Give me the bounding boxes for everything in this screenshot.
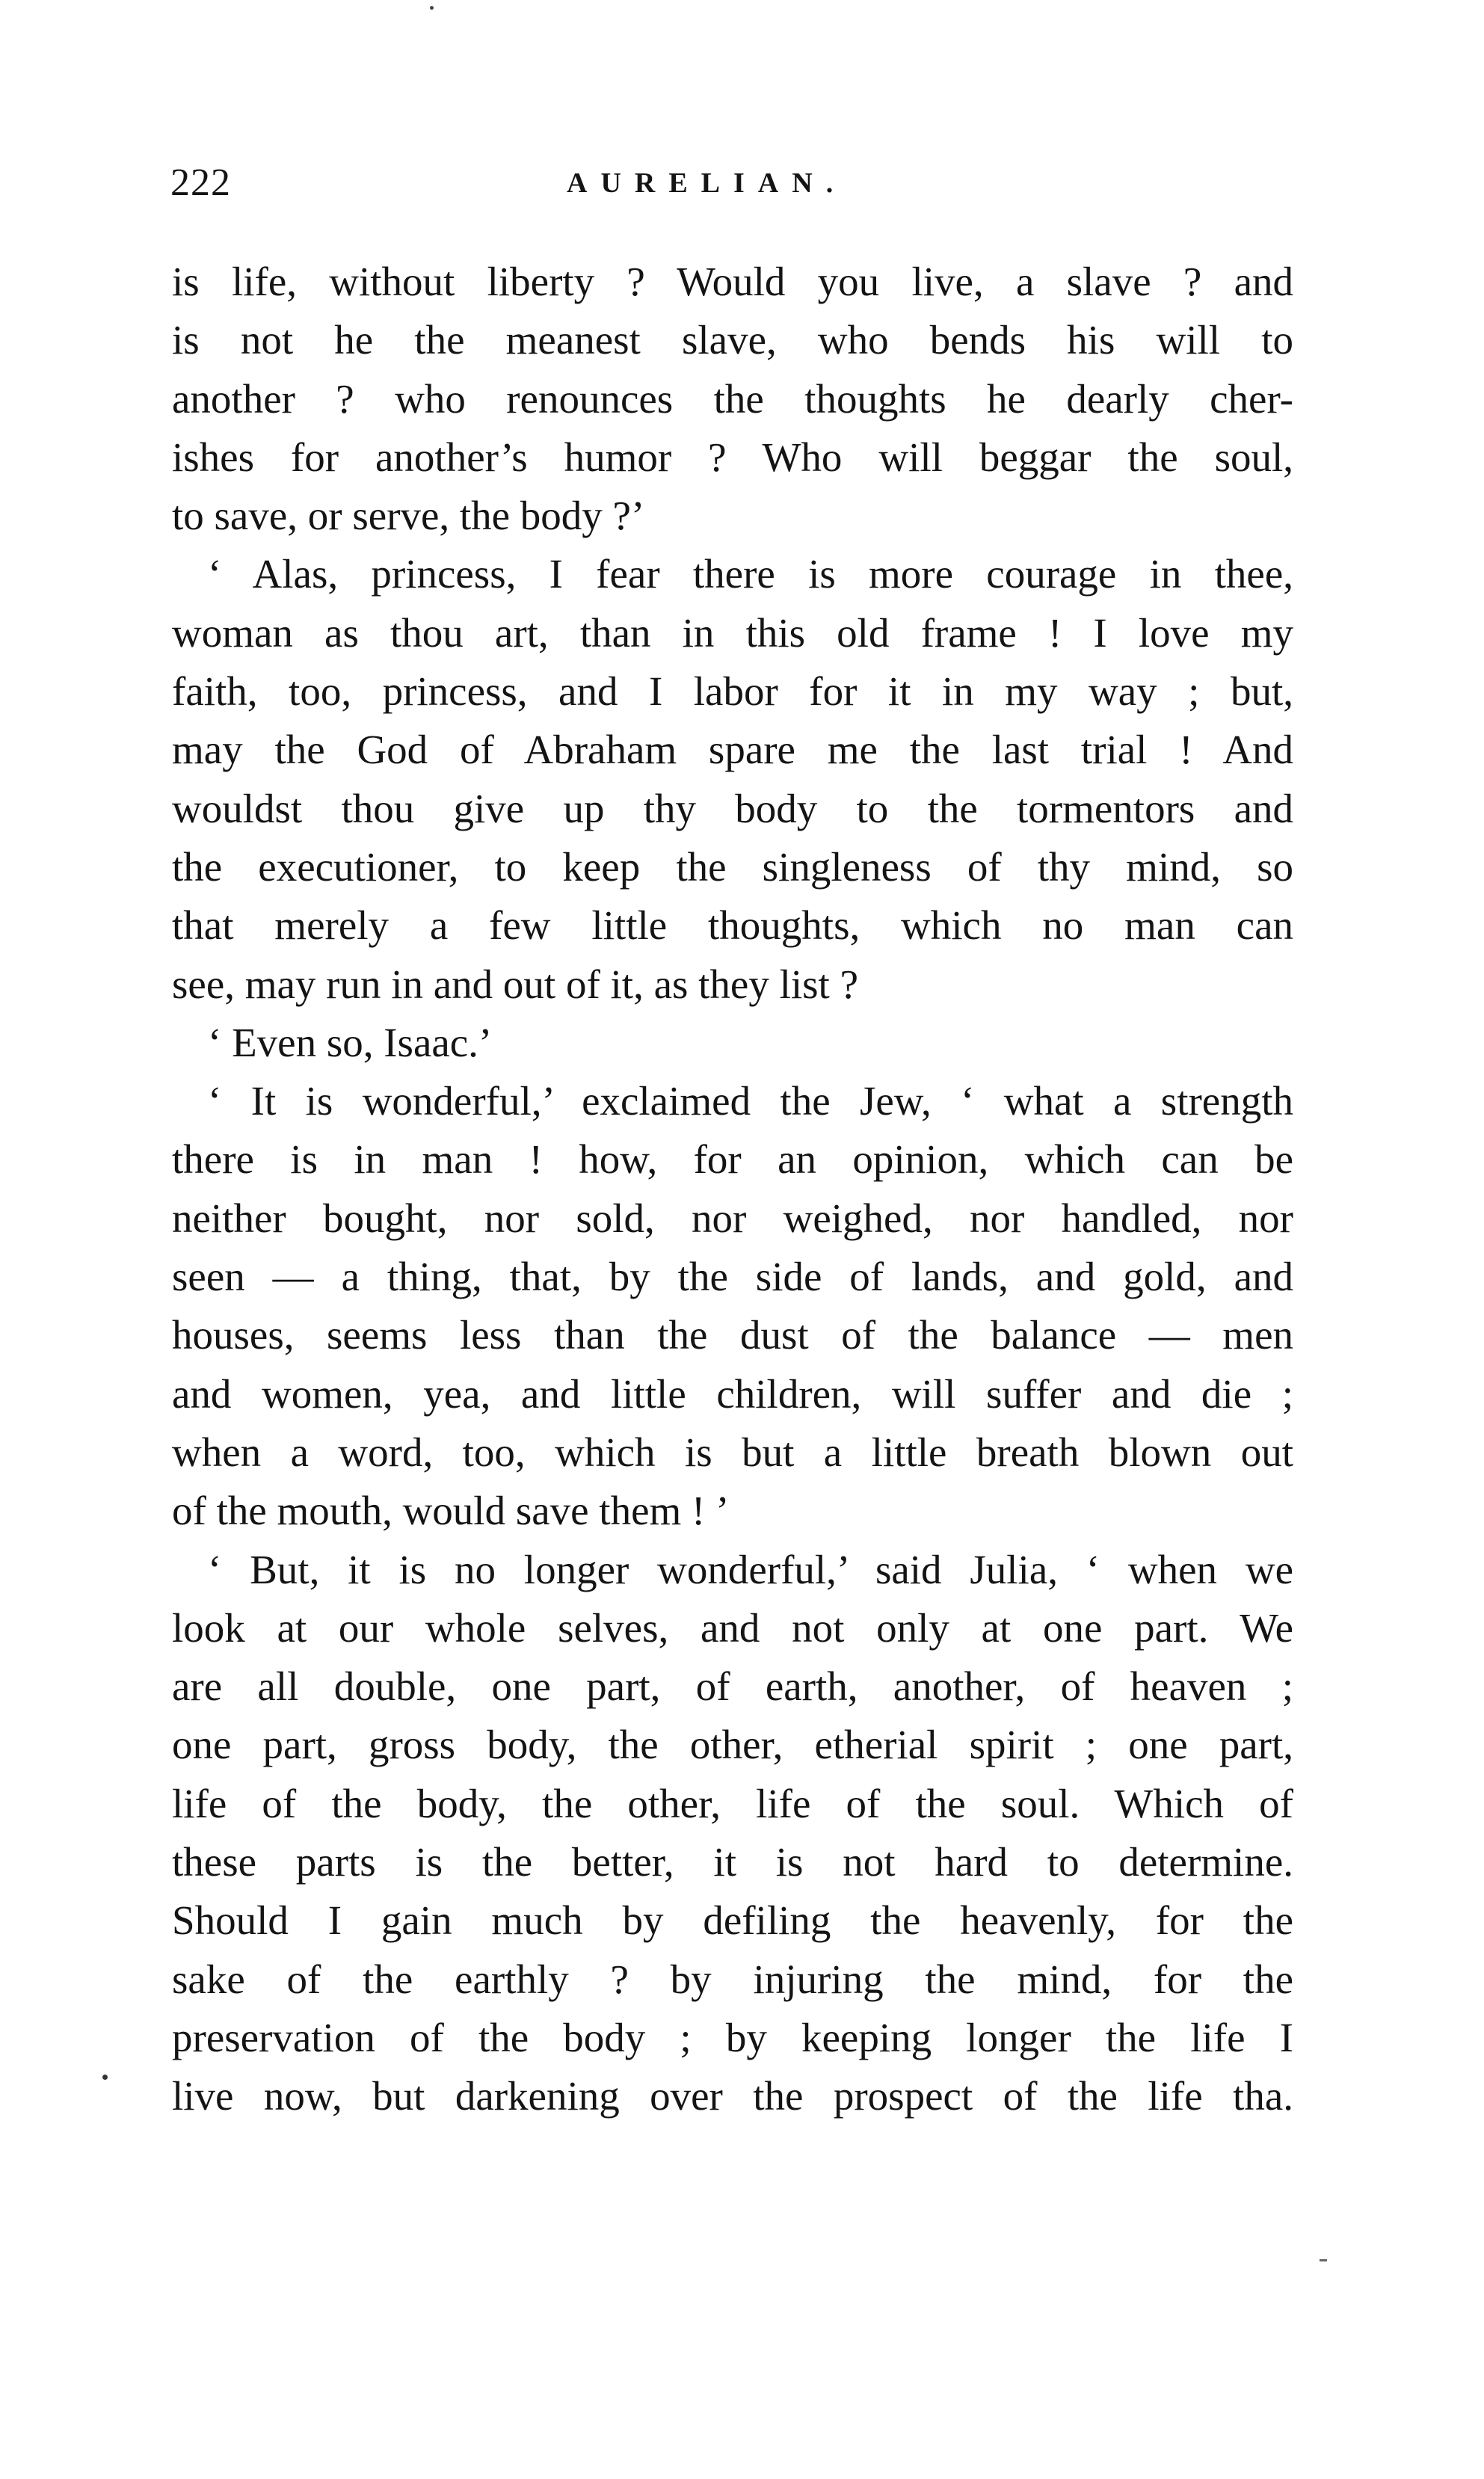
text-line: when a word, too, which is but a little breath blown out [172, 1429, 1293, 1475]
text-line: life of the body, the other, life of the soul. Which of [172, 1780, 1293, 1826]
text-line: one part, gross body, the other, etherial spirit ; one part, [172, 1722, 1293, 1768]
text-line: to save, or serve, the body ?’ [172, 493, 645, 539]
text-line: may the God of Abraham spare me the last trial ! And [172, 727, 1293, 773]
text-line: see, may run in and out of it, as they list ? [172, 961, 859, 1007]
body-text [172, 253, 1293, 2126]
text-line: houses, seems less than the dust of the balance — men [172, 1312, 1293, 1358]
text-line: ishes for another’s humor ? Who will beggar the soul, [172, 434, 1293, 480]
text-line: and women, yea, and little children, will suffer and die ; [172, 1370, 1293, 1417]
text-line: these parts is the better, it is not hard to determine. [172, 1839, 1293, 1885]
scan-speck [430, 6, 434, 10]
running-title: AURELIAN. [567, 167, 847, 199]
text-line: ‘ It is wonderful,’ exclaimed the Jew, ‘ what a strength [208, 1078, 1293, 1124]
text-line: another ? who renounces the thoughts he dearly cher- [172, 375, 1293, 422]
text-line: woman as thou art, than in this old frame ! I love my [172, 609, 1293, 656]
text-line: ‘ Alas, princess, I fear there is more courage in thee, [208, 551, 1293, 597]
text-line: wouldst thou give up thy body to the tormentors and [172, 785, 1293, 831]
text-line: sake of the earthly ? by injuring the mind, for the [172, 1956, 1293, 2002]
text-line: that merely a few little thoughts, which no man can [172, 902, 1293, 949]
text-line: ‘ But, it is no longer wonderful,’ said Julia, ‘ when we [208, 1546, 1293, 1592]
text-line: ‘ Even so, Isaac.’ [208, 1019, 493, 1065]
scan-speck [1320, 2259, 1327, 2261]
text-line: Should I gain much by defiling the heavenly, for the [172, 1897, 1293, 1944]
text-line: are all double, one part, of earth, another, of heaven ; [172, 1663, 1293, 1710]
text-line: there is in man ! how, for an opinion, which can be [172, 1136, 1293, 1183]
page-header [170, 153, 1292, 213]
text-line: of the mouth, would save them ! ’ [172, 1488, 730, 1534]
text-line: neither bought, nor sold, nor weighed, nor handled, nor [172, 1195, 1293, 1241]
page-number: 222 [170, 161, 231, 204]
text-line: preservation of the body ; by keeping longer the life I [172, 2014, 1293, 2060]
text-line: seen — a thing, that, by the side of lands, and gold, and [172, 1254, 1293, 1300]
text-line: faith, too, princess, and I labor for it in my way ; but, [172, 668, 1293, 715]
text-line: is not he the meanest slave, who bends his will to [172, 317, 1293, 363]
text-line: is life, without liberty ? Would you live, a slave ? and [172, 259, 1293, 304]
text-line: live now, but darkening over the prospect of the life tha. [172, 2073, 1293, 2119]
text-line: the executioner, to keep the singleness of thy mind, so [172, 843, 1293, 890]
text-line: look at our whole selves, and not only at one part. We [172, 1604, 1293, 1651]
margin-mark [102, 2075, 108, 2080]
